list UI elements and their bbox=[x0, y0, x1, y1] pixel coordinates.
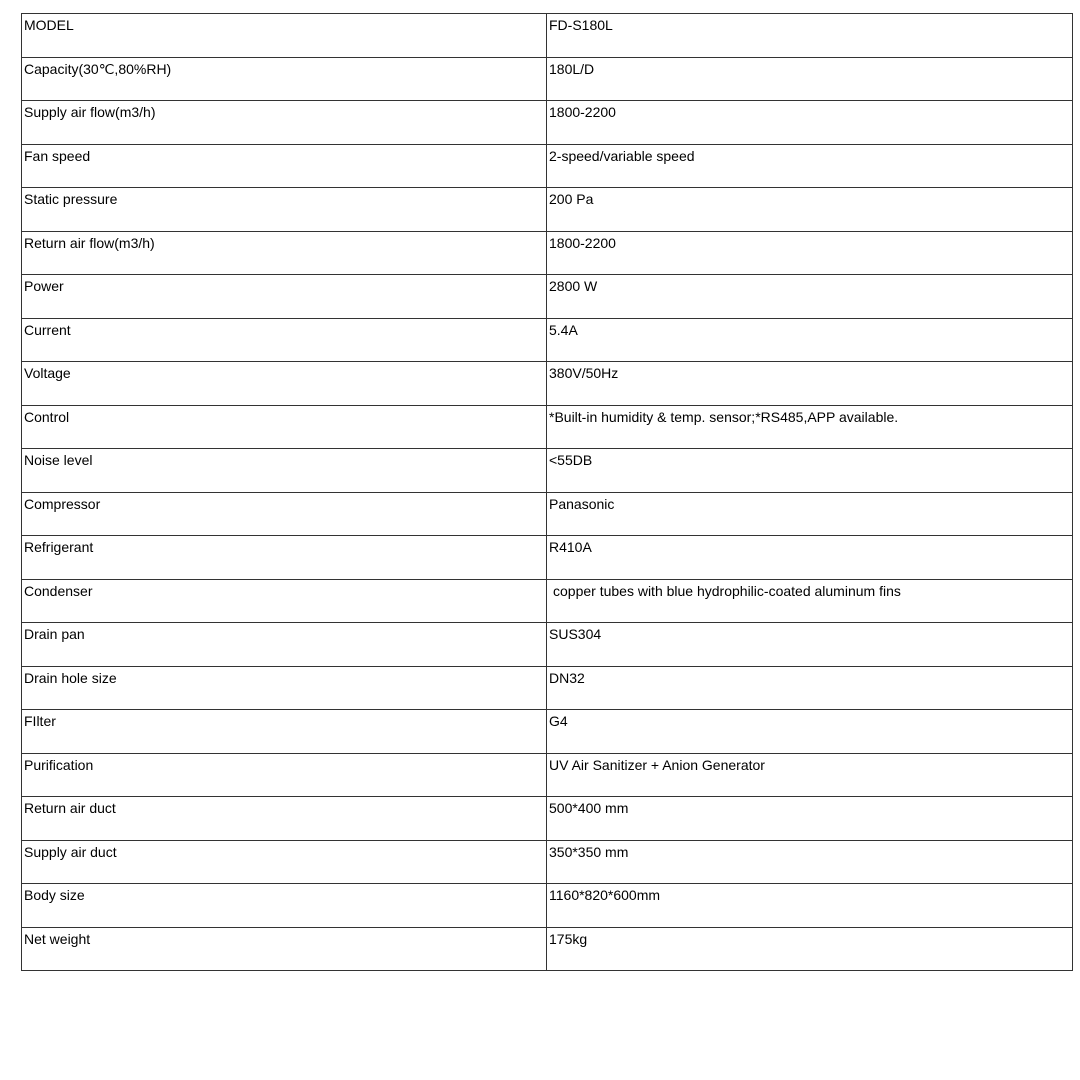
spec-label: Refrigerant bbox=[22, 536, 547, 580]
table-row-current bbox=[22, 318, 1073, 362]
spec-value: 5.4A bbox=[547, 318, 1073, 362]
table-row-drain-hole-size bbox=[22, 666, 1073, 710]
spec-value: G4 bbox=[547, 710, 1073, 754]
spec-label: Drain pan bbox=[22, 623, 547, 667]
table-row-power bbox=[22, 275, 1073, 319]
spec-value: copper tubes with blue hydrophilic-coated aluminum fins bbox=[547, 579, 1073, 623]
spec-value: 2-speed/variable speed bbox=[547, 144, 1073, 188]
table-row-return-air-duct bbox=[22, 797, 1073, 841]
spec-value: SUS304 bbox=[547, 623, 1073, 667]
table-row-body-size bbox=[22, 884, 1073, 928]
spec-label: Return air flow(m3/h) bbox=[22, 231, 547, 275]
spec-label: Fan speed bbox=[22, 144, 547, 188]
spec-value: DN32 bbox=[547, 666, 1073, 710]
spec-value: 380V/50Hz bbox=[547, 362, 1073, 406]
spec-label: Drain hole size bbox=[22, 666, 547, 710]
spec-label: Supply air flow(m3/h) bbox=[22, 101, 547, 145]
table-row-return-air-flow bbox=[22, 231, 1073, 275]
spec-label: MODEL bbox=[22, 14, 547, 58]
spec-value: 200 Pa bbox=[547, 188, 1073, 232]
spec-value: 500*400 mm bbox=[547, 797, 1073, 841]
spec-label: Noise level bbox=[22, 449, 547, 493]
table-row-voltage bbox=[22, 362, 1073, 406]
spec-label: Return air duct bbox=[22, 797, 547, 841]
spec-value: 1800-2200 bbox=[547, 231, 1073, 275]
spec-label: Condenser bbox=[22, 579, 547, 623]
spec-value: UV Air Sanitizer + Anion Generator bbox=[547, 753, 1073, 797]
table-row-condenser bbox=[22, 579, 1073, 623]
table-row-model bbox=[22, 14, 1073, 58]
table-row-noise-level bbox=[22, 449, 1073, 493]
table-row-supply-air-duct bbox=[22, 840, 1073, 884]
spec-label: Current bbox=[22, 318, 547, 362]
spec-value: 175kg bbox=[547, 927, 1073, 971]
table-row-refrigerant bbox=[22, 536, 1073, 580]
spec-table-body bbox=[22, 14, 1073, 971]
table-row-fan-speed bbox=[22, 144, 1073, 188]
spec-value: 1800-2200 bbox=[547, 101, 1073, 145]
spec-value: Panasonic bbox=[547, 492, 1073, 536]
spec-label: Net weight bbox=[22, 927, 547, 971]
spec-label: Control bbox=[22, 405, 547, 449]
spec-label: Purification bbox=[22, 753, 547, 797]
table-row-net-weight bbox=[22, 927, 1073, 971]
spec-label: Power bbox=[22, 275, 547, 319]
table-row-control bbox=[22, 405, 1073, 449]
spec-value: 1160*820*600mm bbox=[547, 884, 1073, 928]
spec-label: Supply air duct bbox=[22, 840, 547, 884]
spec-label: Voltage bbox=[22, 362, 547, 406]
table-row-static-pressure bbox=[22, 188, 1073, 232]
table-row-capacity bbox=[22, 57, 1073, 101]
spec-value: <55DB bbox=[547, 449, 1073, 493]
spec-value: *Built-in humidity & temp. sensor;*RS485,APP available. bbox=[547, 405, 1073, 449]
table-row-supply-air-flow bbox=[22, 101, 1073, 145]
spec-value: 350*350 mm bbox=[547, 840, 1073, 884]
spec-value: 2800 W bbox=[547, 275, 1073, 319]
spec-label: Capacity(30℃,80%RH) bbox=[22, 57, 547, 101]
table-row-drain-pan bbox=[22, 623, 1073, 667]
table-row-purification bbox=[22, 753, 1073, 797]
spec-label: FIlter bbox=[22, 710, 547, 754]
spec-label: Static pressure bbox=[22, 188, 547, 232]
spec-label: Body size bbox=[22, 884, 547, 928]
table-row-compressor bbox=[22, 492, 1073, 536]
spec-table bbox=[21, 13, 1073, 971]
spec-value: 180L/D bbox=[547, 57, 1073, 101]
spec-value: R410A bbox=[547, 536, 1073, 580]
table-row-filter bbox=[22, 710, 1073, 754]
spec-value: FD-S180L bbox=[547, 14, 1073, 58]
spec-label: Compressor bbox=[22, 492, 547, 536]
